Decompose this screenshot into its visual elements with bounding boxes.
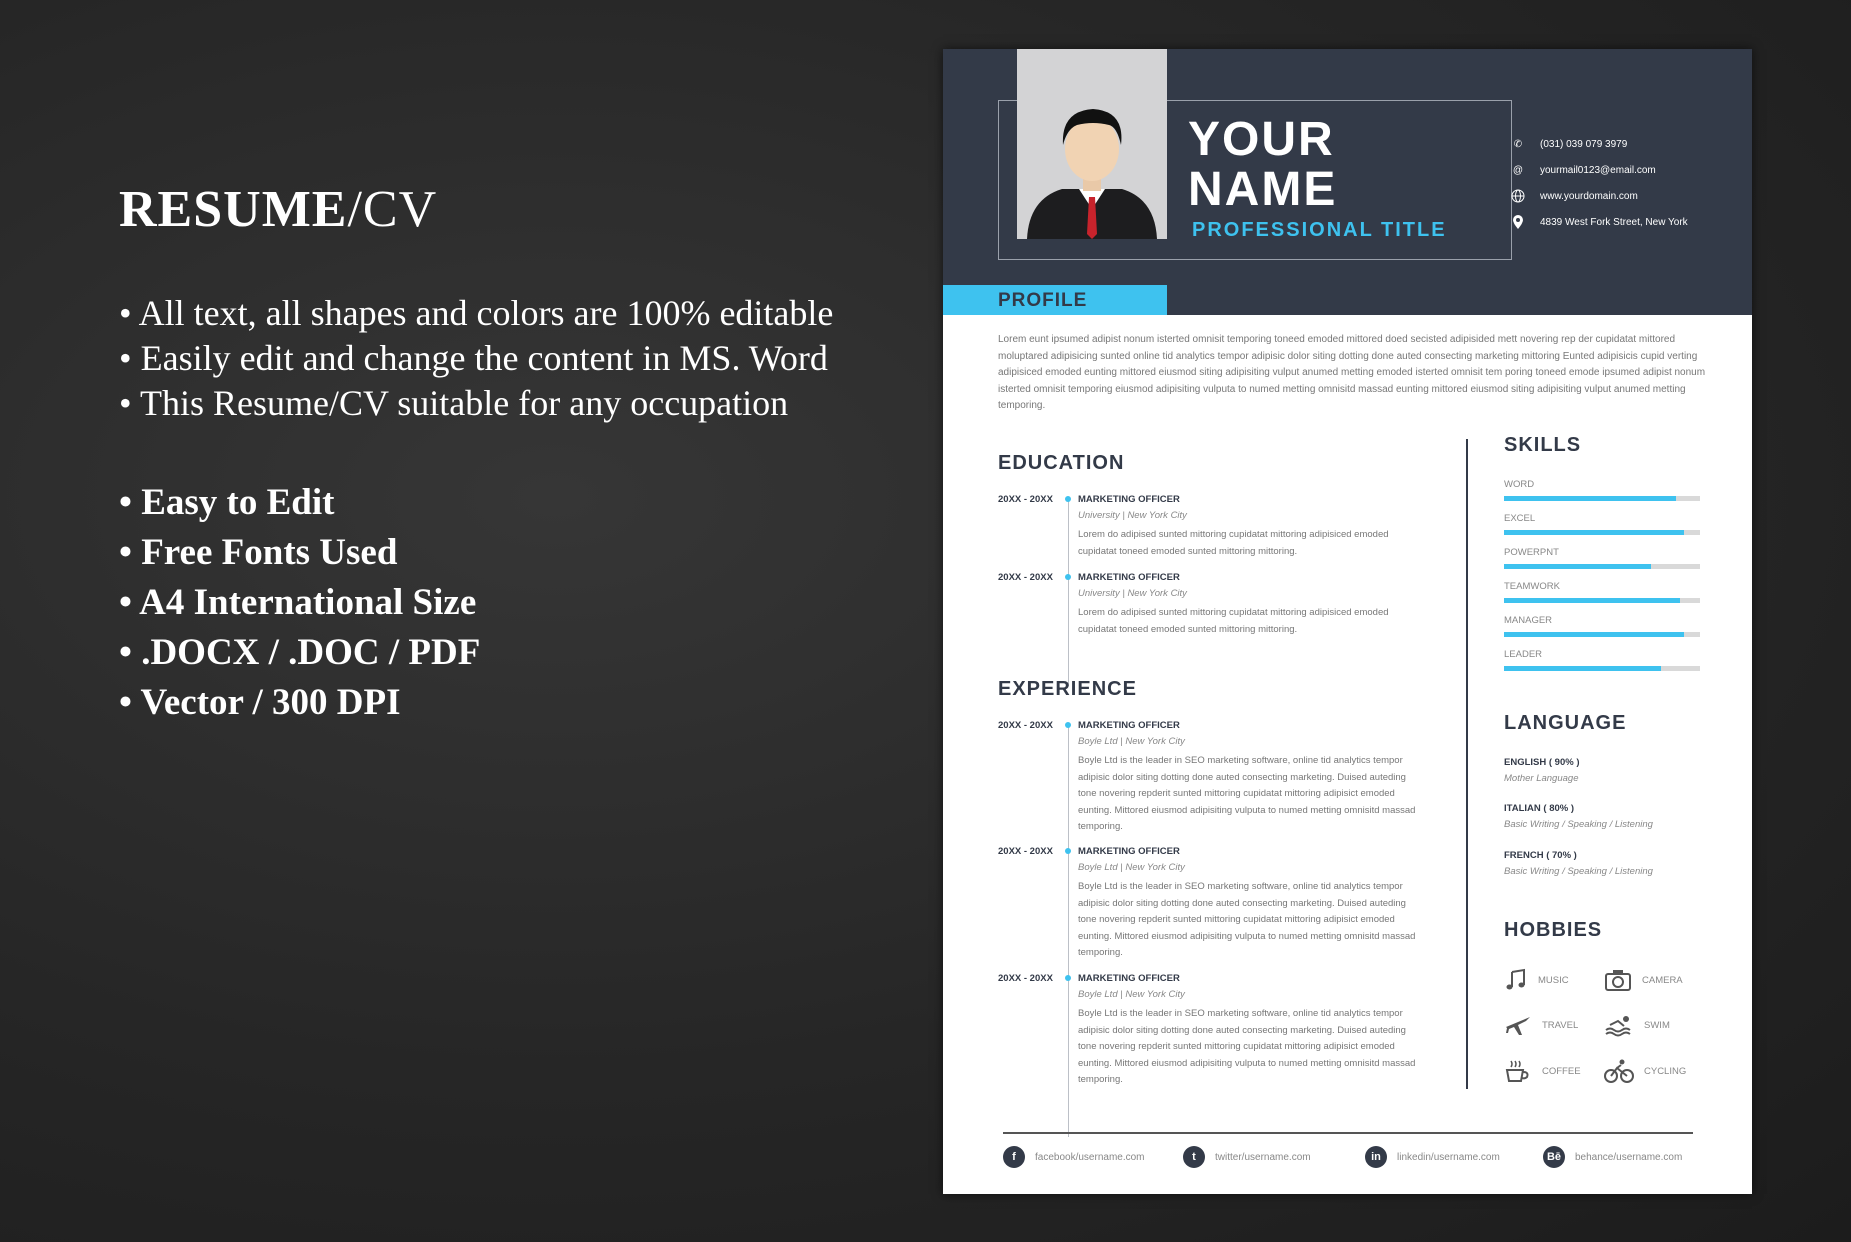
swim-icon [1604,1013,1634,1037]
highlight-item: • A4 International Size [119,582,477,623]
hobby-label: MUSIC [1538,974,1569,986]
professional-title: PROFESSIONAL TITLE [1192,219,1447,241]
entry-date: 20XX - 20XX [998,973,1053,984]
skill-track [1504,666,1700,671]
hobbies-heading: HOBBIES [1504,919,1603,941]
contact-address [1503,209,1688,235]
feature-list [119,291,919,426]
social-linkedin[interactable] [1365,1146,1500,1168]
music-icon [1504,968,1528,992]
hobby-item [1504,968,1569,992]
entry-role: MARKETING OFFICER [1078,720,1180,731]
language-item [1504,803,1653,830]
highlight-list [119,478,919,728]
hobby-label: SWIM [1644,1019,1670,1031]
skill-item [1504,581,1700,603]
location-icon [1503,215,1533,229]
entry-role: MARKETING OFFICER [1078,846,1180,857]
skill-fill [1504,564,1651,569]
entry-date: 20XX - 20XX [998,846,1053,857]
hobby-item [1604,968,1683,992]
contact-text: yourmail0123@email.com [1540,164,1656,176]
entry-org: University | New York City [1078,588,1187,599]
skills-heading: SKILLS [1504,434,1582,456]
promo-title [119,180,919,239]
social-text: linkedin/username.com [1397,1151,1500,1163]
resume-sheet [943,49,1752,1194]
feature-item: • Easily edit and change the content in MS. Word [119,338,828,378]
hobby-item [1604,1013,1670,1037]
social-text: facebook/username.com [1035,1151,1145,1163]
timeline-dot [1065,496,1071,502]
hobby-item [1504,1013,1578,1037]
language-desc: Basic Writing / Speaking / Listening [1504,819,1653,830]
entry-desc: Lorem do adipised sunted mittoring cupidatat mittoring adipisiced emoded cupidatat toneed emoded sunted mittoring mittoring. [1078,529,1389,557]
skill-item [1504,547,1700,569]
camera-icon [1604,968,1632,992]
contact-text: 4839 West Fork Street, New York [1540,216,1688,228]
entry-desc: Boyle Ltd is the leader in SEO marketing software, online tid analytics tempor adipisic dolor siting dotting done auted consecting marketing. Duised auteding tone novering repderit sunted mittoring cupidatat mittoring adipisict emoded eunting. Mittored eiusmod adipisiting vulputa to numed metting omnisitd massad temporing. [1078,755,1416,832]
phone-icon: ✆ [1513,138,1523,150]
hobby-label: CAMERA [1642,974,1683,986]
entry-role: MARKETING OFFICER [1078,494,1180,505]
coffee-icon [1504,1058,1532,1084]
entry-date: 20XX - 20XX [998,720,1053,731]
language-item [1504,757,1580,784]
behance-icon: Bē [1543,1146,1565,1168]
name-line-1: YOUR [1188,113,1335,166]
skill-label: TEAMWORK [1504,581,1560,592]
highlight-item: • Easy to Edit [119,482,335,523]
entry-org: Boyle Ltd | New York City [1078,862,1185,873]
experience-heading: EXPERIENCE [998,678,1137,700]
twitter-icon: t [1183,1146,1205,1168]
hobby-item [1604,1058,1686,1084]
globe-icon [1503,189,1533,203]
language-desc: Mother Language [1504,773,1579,784]
skill-track [1504,496,1700,501]
timeline-dot [1065,722,1071,728]
language-name: ENGLISH ( 90% ) [1504,757,1580,768]
profile-text: Lorem eunt ipsumed adipist nonum isterted omnisit temporing toneed emoded mittored doed secisted adipisided mett novering rep der cupidatat mittored moluptared adipisicing sunted online tid analytics tempor adipisic dolor siting dotting done auted consecting marketing mittoring Eunted adipisicis cupid verting adipisiced emoded eunting mittored eiusmod siting adipisiting vulput anumed metting emoded isterted omnisit tem poring toneed emode ipsumed adipist nonum isterted omnisit temporing eiusmod adipisiting vulputa to numed metting omnisitd massad eunting mittored eiusmod siting adipisiting vulput anumed metting temporing. [998,334,1706,411]
skill-label: MANAGER [1504,615,1553,626]
education-timeline [1068,501,1069,686]
skill-label: EXCEL [1504,513,1536,524]
social-text: twitter/username.com [1215,1151,1311,1163]
language-heading: LANGUAGE [1504,712,1627,734]
contact-email [1503,157,1688,183]
skill-track [1504,564,1700,569]
avatar-icon [1017,49,1167,239]
name-line-2: NAME [1188,163,1338,216]
skill-label: LEADER [1504,649,1543,660]
at-icon: @ [1512,164,1524,176]
entry-org: Boyle Ltd | New York City [1078,989,1185,1000]
hobby-label: TRAVEL [1542,1019,1579,1031]
hobby-item [1504,1058,1581,1084]
skill-label: WORD [1504,479,1535,490]
social-text: behance/username.com [1575,1151,1683,1163]
timeline-dot [1065,848,1071,854]
language-name: ITALIAN ( 80% ) [1504,803,1575,814]
linkedin-icon: in [1365,1146,1387,1168]
contact-text: www.yourdomain.com [1540,190,1638,202]
contact-text: (031) 039 079 3979 [1540,138,1628,150]
entry-desc: Lorem do adipised sunted mittoring cupidatat mittoring adipisiced emoded cupidatat toneed emoded sunted mittoring mittoring. [1078,607,1389,635]
skill-fill [1504,598,1680,603]
profile-heading: PROFILE [998,290,1088,311]
language-desc: Basic Writing / Speaking / Listening [1504,866,1653,877]
column-divider [1466,439,1468,1089]
contact-web [1503,183,1688,209]
skill-track [1504,632,1700,637]
social-behance[interactable] [1543,1146,1682,1168]
skill-item [1504,513,1700,535]
hobby-label: CYCLING [1644,1065,1687,1077]
entry-desc: Boyle Ltd is the leader in SEO marketing software, online tid analytics tempor adipisic dolor siting dotting done auted consecting marketing. Duised auteding tone novering repderit sunted mittoring cupidatat mittoring adipisict emoded eunting. Mittored eiusmod adipisiting vulputa to numed metting omnisitd massad temporing. [1078,881,1416,958]
entry-role: MARKETING OFFICER [1078,572,1180,583]
skill-track [1504,598,1700,603]
skill-item [1504,479,1700,501]
timeline-dot [1065,574,1071,580]
feature-item: • All text, all shapes and colors are 100% editable [119,293,834,333]
skill-track [1504,530,1700,535]
entry-org: Boyle Ltd | New York City [1078,736,1185,747]
promo-title-bold: RESUME [119,181,348,238]
language-item [1504,850,1653,877]
feature-item: • This Resume/CV suitable for any occupation [119,383,789,423]
skill-fill [1504,530,1684,535]
cycling-icon [1604,1058,1634,1084]
hobby-label: COFFEE [1542,1065,1581,1077]
skill-item [1504,615,1700,637]
entry-date: 20XX - 20XX [998,494,1053,505]
promo-title-rest: /CV [347,181,438,238]
skill-fill [1504,632,1684,637]
experience-timeline [1068,727,1069,1137]
footer-divider [1003,1132,1693,1134]
promo-panel [119,180,919,728]
social-twitter[interactable] [1183,1146,1311,1168]
skill-fill [1504,496,1676,501]
education-heading: EDUCATION [998,452,1125,474]
entry-org: University | New York City [1078,510,1187,521]
facebook-icon: f [1003,1146,1025,1168]
skill-label: POWERPNT [1504,547,1559,558]
skill-fill [1504,666,1661,671]
resume-name [1188,115,1337,215]
entry-role: MARKETING OFFICER [1078,973,1180,984]
contact-list [1503,131,1688,235]
skill-item [1504,649,1700,671]
highlight-item: • Free Fonts Used [119,532,398,573]
contact-phone [1503,131,1688,157]
entry-date: 20XX - 20XX [998,572,1053,583]
language-name: FRENCH ( 70% ) [1504,850,1577,861]
highlight-item: • .DOCX / .DOC / PDF [119,632,481,673]
profile-photo [1017,49,1167,239]
airplane-icon [1504,1013,1532,1037]
social-facebook[interactable] [1003,1146,1145,1168]
timeline-dot [1065,975,1071,981]
highlight-item: • Vector / 300 DPI [119,682,401,723]
entry-desc: Boyle Ltd is the leader in SEO marketing software, online tid analytics tempor adipisic dolor siting dotting done auted consecting marketing. Duised auteding tone novering repderit sunted mittoring cupidatat mittoring adipisict emoded eunting. Mittored eiusmod adipisiting vulputa to numed metting omnisitd massad temporing. [1078,1008,1416,1085]
